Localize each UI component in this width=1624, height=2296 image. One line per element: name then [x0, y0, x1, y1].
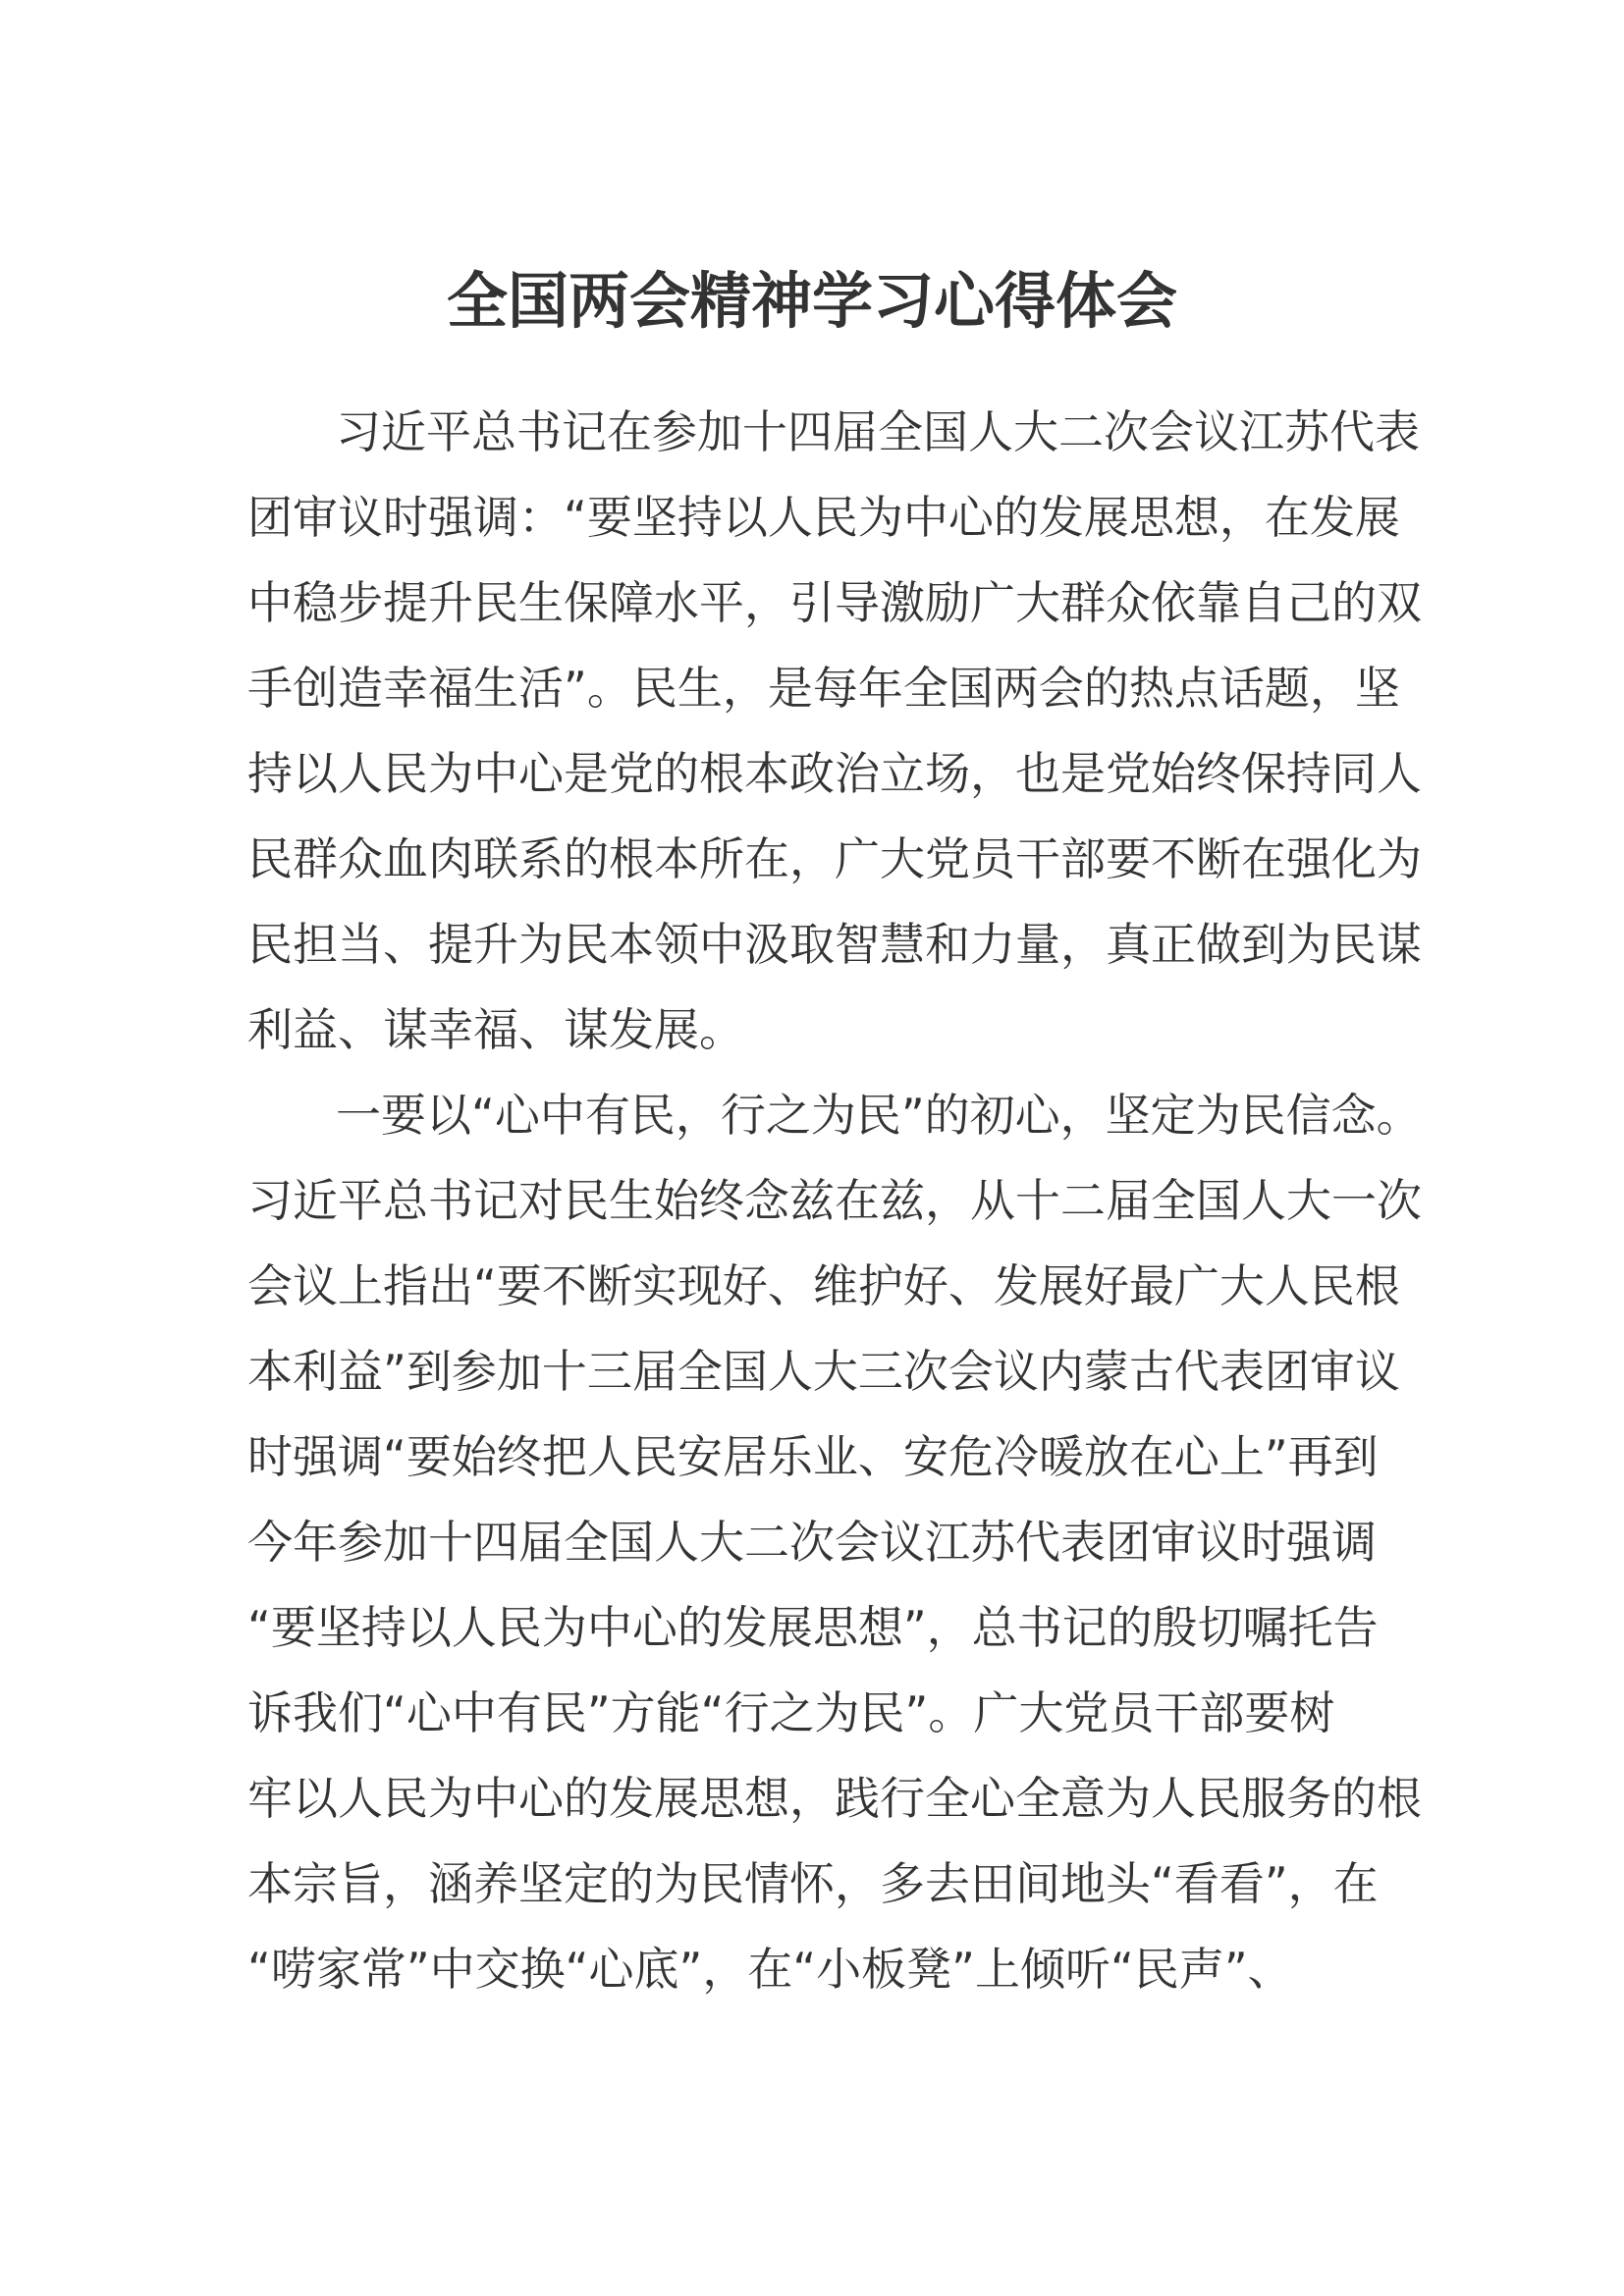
paragraph-1-line-8: 利益、谋幸福、谋发展。 — [247, 1003, 744, 1056]
paragraph-1-line-1: 习近平总书记在参加十四届全国人大二次会议江苏代表 — [336, 405, 1420, 458]
paragraph-2-line-7: “要坚持以人民为中心的发展思想”，总书记的殷切嘱托告 — [247, 1601, 1379, 1654]
paragraph-1-line-6: 民群众血肉联系的根本所在，广大党员干部要不断在强化为 — [247, 832, 1422, 885]
paragraph-2-line-10: 本宗旨，涵养坚定的为民情怀，多去田间地头“看看”，在 — [247, 1857, 1379, 1910]
paragraph-2-line-1: 一要以“心中有民，行之为民”的初心，坚定为民信念。 — [336, 1089, 1422, 1142]
document-title: 全国两会精神学习心得体会 — [446, 265, 1177, 337]
paragraph-2-line-4: 本利益”到参加十三届全国人大三次会议内蒙古代表团审议 — [247, 1345, 1400, 1398]
paragraph-2-line-5: 时强调“要始终把人民安居乐业、安危冷暖放在心上”再到 — [247, 1430, 1379, 1483]
paragraph-1-line-2: 团审议时强调：“要坚持以人民为中心的发展思想，在发展 — [247, 491, 1400, 544]
paragraph-2-line-2: 习近平总书记对民生始终念兹在兹，从十二届全国人大一次 — [247, 1174, 1422, 1227]
paragraph-2-line-9: 牢以人民为中心的发展思想，践行全心全意为人民服务的根 — [247, 1772, 1422, 1825]
paragraph-2-line-11: “唠家常”中交换“心底”，在“小板凳”上倾听“民声”、 — [247, 1943, 1293, 1996]
paragraph-1-line-3: 中稳步提升民生保障水平，引导激励广大群众依靠自己的双 — [247, 576, 1422, 629]
paragraph-2-line-6: 今年参加十四届全国人大二次会议江苏代表团审议时强调 — [247, 1516, 1377, 1569]
paragraph-1-line-5: 持以人民为中心是党的根本政治立场，也是党始终保持同人 — [247, 747, 1422, 800]
paragraph-2-line-8: 诉我们“心中有民”方能“行之为民”。广大党员干部要树 — [247, 1686, 1335, 1739]
paragraph-2-line-3: 会议上指出“要不断实现好、维护好、发展好最广大人民根 — [247, 1259, 1400, 1312]
paragraph-1-line-7: 民担当、提升为民本领中汲取智慧和力量，真正做到为民谋 — [247, 918, 1422, 971]
paragraph-1-line-4: 手创造幸福生活”。民生，是每年全国两会的热点话题，坚 — [247, 662, 1400, 715]
